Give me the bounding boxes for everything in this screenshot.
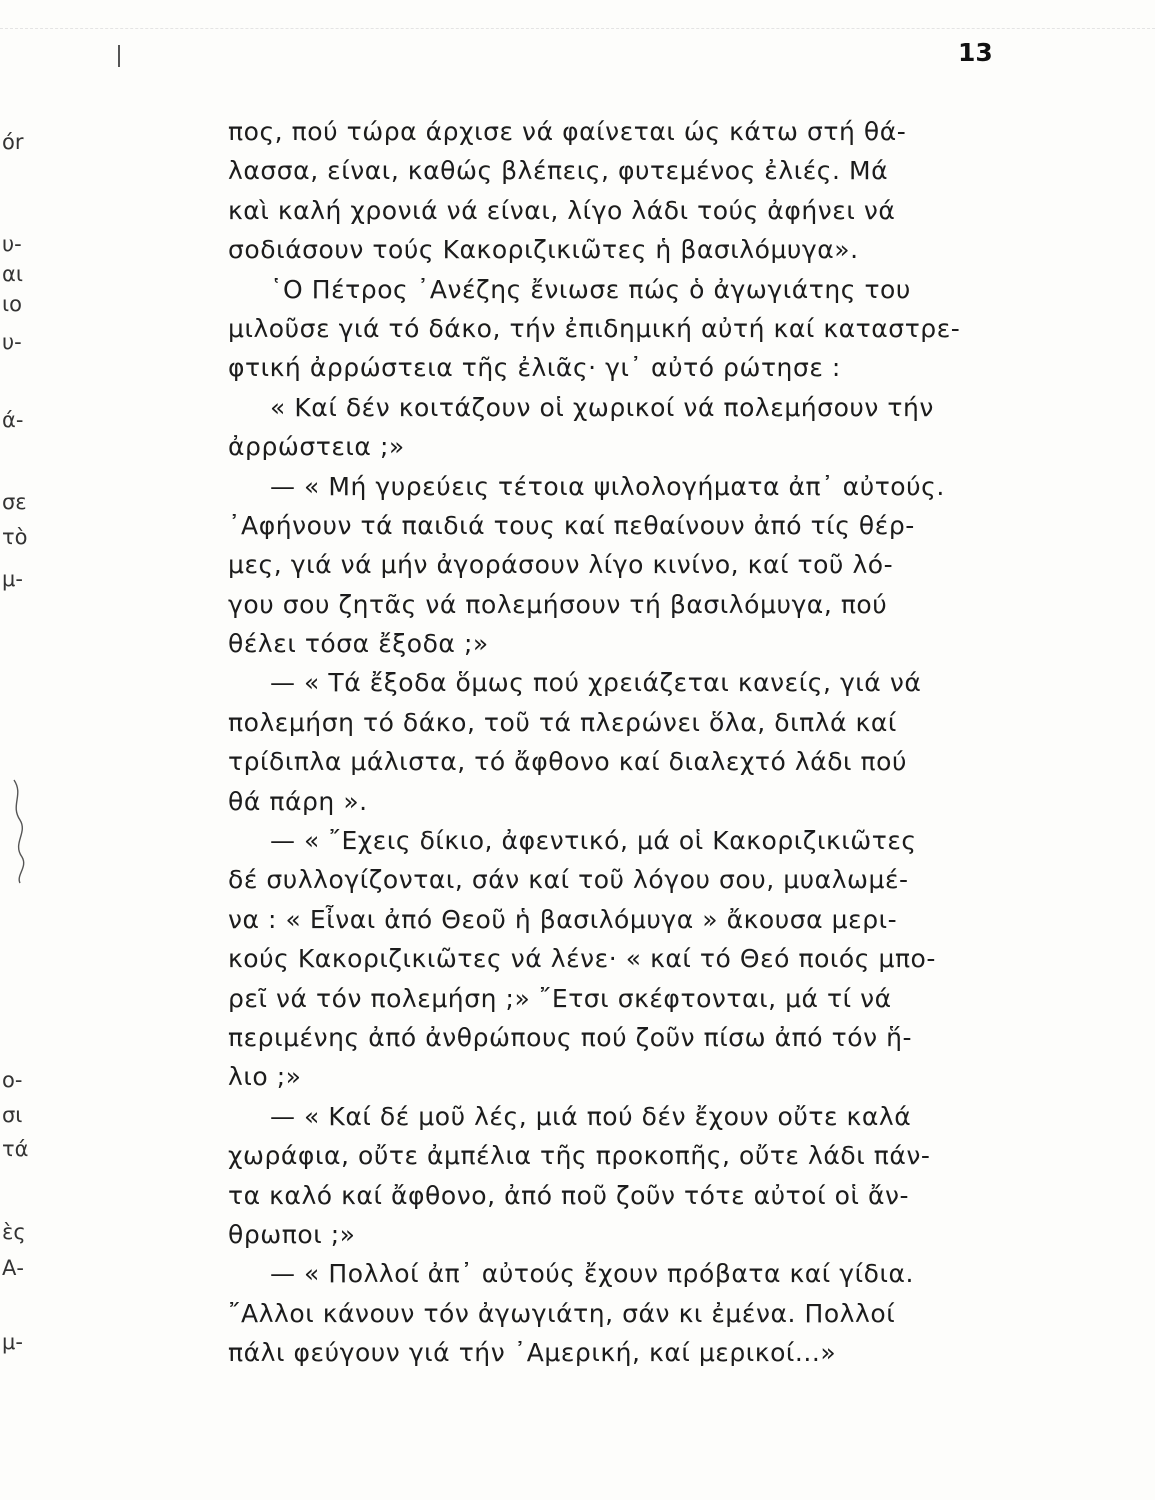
text-line: — « Μή γυρεύεις τέτοια ψιλολογήματα ἀπ᾿ αὐτούς. [270,471,945,501]
text-line: — « Τά ἔξοδα ὅμως πού χρειάζεται κανείς, γιά νά [270,668,922,698]
margin-fragment: αι [2,262,23,286]
margin-fragment: τά [2,1137,29,1161]
text-line: ᾿Αφήνουν τά παιδιά τους καί πεθαίνουν ἀπό τίς θέρ- [228,510,915,540]
text-line: « Καί δέν κοιτάζουν οἱ χωρικοί νά πολεμήσουν τήν [270,392,934,422]
margin-fragment: μ- [2,567,23,591]
text-line: πάλι φεύγουν γιά τήν ᾿Αμερική, καί μερικοί...» [228,1338,837,1368]
margin-fragment: όr [2,130,24,154]
text-line: θρωποι ;» [228,1219,356,1249]
margin-fragment: μ- [2,1330,23,1354]
text-line: ἀρρώστεια ;» [228,432,405,462]
text-line: λιο ;» [228,1062,302,1092]
text-line: περιμένης ἀπό ἀνθρώπους πού ζοῦν πίσω ἀπό τόν ἥ- [228,1022,913,1052]
text-line: θά πάρη ». [228,786,368,816]
text-line: — « Πολλοί ἀπ᾿ αὐτούς ἔχουν πρόβατα καί γίδια. [270,1259,915,1289]
text-line: μιλοῦσε γιά τό δάκο, τήν ἐπιδημική αὐτή καί καταστρε- [228,313,961,343]
text-line: πος, πού τώρα άρχισε νά φαίνεται ώς κάτω στή θά- [228,117,907,146]
previous-page-margin [0,0,44,1500]
text-line: θέλει τόσα ἔξοδα ;» [228,629,489,659]
margin-fragment: σι [2,1103,23,1127]
margin-fragment: υ- [2,330,22,354]
text-line: ρεῖ νά τόν πολεμήση ;» ῎Ετσι σκέφτονται, μά τί νά [228,983,892,1013]
text-line: καὶ καλή χρονιά νά είναι, λίγο λάδι τούς ἀφήνει νά [228,195,896,225]
text-line: ῎Αλλοι κάνουν τόν ἀγωγιάτη, σάν κι ἐμένα. Πολλοί [228,1298,896,1328]
text-line: τρίδιπλα μάλιστα, τό ἄφθονο καί διαλεχτό λάδι πού [228,747,908,777]
text-line: πολεμήση τό δάκο, τοῦ τά πλερώνει ὅλα, διπλά καί [228,707,897,737]
margin-fragment: ά- [2,408,24,432]
margin-tick-mark [118,45,120,67]
margin-fragment: ο- [2,1068,23,1092]
text-line: μες, γιά νά μήν ἀγοράσουν λίγο κινίνο, καί τοῦ λό- [228,550,894,580]
margin-fragment: υ- [2,232,22,256]
text-line: χωράφια, οὔτε ἀμπέλια τῆς προκοπῆς, οὔτε λάδι πάν- [228,1141,931,1171]
margin-fragment: τὸ [2,525,28,549]
text-line: τα καλό καί ἄφθονο, ἀπό ποῦ ζοῦν τότε αὐτοί οἱ ἄν- [228,1180,910,1210]
text-line: — « ῎Εχεις δίκιο, ἀφεντικό, μά οἱ Κακοριζικιῶτες [270,826,917,856]
text-line: — « Καί δέ μοῦ λές, μιά πού δέν ἔχουν οὔτε καλά [270,1101,912,1131]
text-line: να : « Εἶναι ἀπό Θεοῦ ἡ βασιλόμυγα » ἄκουσα μερι- [228,904,898,934]
scan-edge-line [0,28,1155,29]
margin-fragment: Α- [2,1256,24,1280]
pencil-squiggle-mark [6,775,36,885]
page-number: 13 [958,38,993,67]
text-line: φτική ἀρρώστεια τῆς ἐλιᾶς· γι᾿ αὐτό ρώτησε : [228,353,841,383]
text-line: κούς Κακοριζικιῶτες νά λένε· « καί τό Θεό ποιός μπο- [228,944,936,974]
margin-fragment: ιο [2,292,22,316]
text-line: ῾Ο Πέτρος ᾿Ανέζης ἔνιωσε πώς ὁ ἀγωγιάτης του [270,274,911,304]
text-line: λασσα, είναι, καθώς βλέπεις, φυτεμένος ἐλιές. Μά [228,156,889,186]
margin-fragment: ὲς [2,1220,26,1244]
body-text [228,112,1038,1373]
text-line: δέ συλλογίζονται, σάν καί τοῦ λόγου σου, μυαλωμέ- [228,865,909,895]
text-line: σοδιάσουν τούς Κακοριζικιῶτες ἡ βασιλόμυγα». [228,235,859,265]
margin-fragment: σε [2,490,27,514]
text-line: γου σου ζητᾶς νά πολεμήσουν τή βασιλόμυγα, πού [228,589,888,619]
